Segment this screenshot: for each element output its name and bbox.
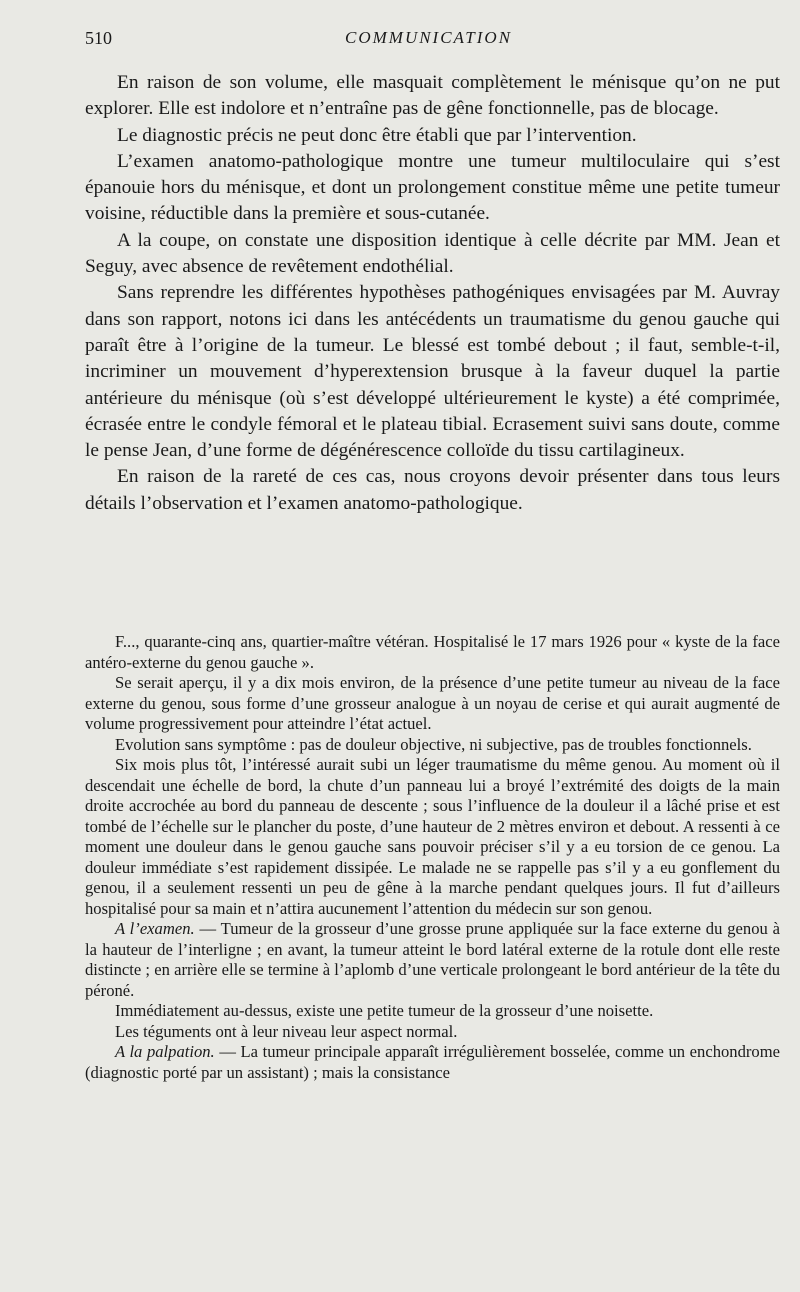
paragraph: En raison de la rareté de ces cas, nous croyons devoir présenter dans tous leurs détails l’observation et l’examen anatomo-pathologique. [85,466,780,514]
paragraph: A la coupe, on constate une disposition identique à celle décrite par MM. Jean et Seguy, avec absence de revêtement endothélial. [85,229,780,278]
page-number: 510 [85,28,112,48]
observation-section [85,632,780,1083]
section-label: A la palpation. [115,1042,215,1061]
observation-paragraph: Se serait aperçu, il y a dix mois environ, de la présence d’une petite tumeur au niveau de la face externe du genou, sous forme d’une grosseur analogue à un noyau de cerise et qui aurait augmenté de volume progressivement pour atteindre l’état actuel. [85,673,780,733]
running-title: COMMUNICATION [345,28,513,47]
observation-paragraph [85,1042,780,1083]
observation-paragraph: Six mois plus tôt, l’intéressé aurait subi un léger traumatisme du même genou. Au moment où il descendait une échelle de bord, la chute d’un panneau lui a broyé l’extrémité des doigts de la main droite accrochée au bord du panneau de descente ; sous l’influence de la douleur il a lâché prise et est tombé de l’échelle sur le plancher du poste, d’une hauteur de 2 mètres environ et debout. A ressenti à ce moment une douleur dans le genou gauche sans pouvoir préciser s’il y a eu torsion de ce genou. La douleur immédiate s’est rapidement dissipée. Le malade ne se rappelle pas s’il y a eu gonflement du genou, il a seulement ressenti un peu de gêne à la marche pendant quelques jours. Il fut d’ailleurs hospitalisé pour sa main et n’attira aucunement l’attention du médecin sur son genou. [85,755,780,918]
observation-text: — Tumeur de la grosseur d’une grosse prune appliquée sur la face externe du genou à la hauteur de l’interligne ; en avant, la tumeur atteint le bord latéral externe de la rotule dont elle reste distincte ; en arrière elle se termine à l’aplomb d’une verticale prolongeant le bord antérieur de la tête du péroné. [85,919,781,1000]
observation-paragraph: Evolution sans symptôme : pas de douleur objective, ni subjective, pas de troubles fonctionnels. [115,734,752,754]
paragraph: Le diagnostic précis ne peut donc être établi que par l’intervention. [117,124,637,146]
page-header [85,28,782,52]
paragraph: Sans reprendre les différentes hypothèses pathogéniques envisagées par M. Auvray dans son rapport, notons ici dans les antécédents un traumatisme du genou gauche qui paraît être à l’origine de la tumeur. Le blessé est tombé debout ; il faut, semble-t-il, incriminer un mouvement d’hyperextension brusque à la faveur duquel la partie antérieure du ménisque (où s’est développé ultérieurement le kyste) a été comprimée, écrasée entre le condyle fémoral et le plateau tibial. Ecrasement suivi sans doute, comme le pense Jean, d’une forme de dégénérescence colloïde du tissu cartilagineux. [85,282,780,462]
paragraph: L’examen anatomo-pathologique montre une tumeur multiloculaire qui s’est épanouie hors du ménisque, et dont un prolongement constitue même une petite tumeur voisine, réductible dans la première et sous-cutanée. [85,150,780,225]
section-label: A l’examen. [115,919,195,938]
paragraph: En raison de son volume, elle masquait complètement le ménisque qu’on ne put explorer. Elle est indolore et n’entraîne pas de gêne fonctionnelle, pas de blocage. [85,72,780,120]
observation-paragraph [85,919,780,1001]
observation-text: — La tumeur principale apparaît irrégulièrement bosselée, comme un enchondrome (diagnostic porté par un assistant) ; mais la consistance [85,1042,780,1082]
observation-paragraph: Les téguments ont à leur niveau leur aspect normal. [115,1021,458,1041]
main-text [85,70,780,517]
observation-paragraph: Immédiatement au-dessus, existe une petite tumeur de la grosseur d’une noisette. [115,1001,654,1020]
observation-paragraph: F..., quarante-cinq ans, quartier-maître vétéran. Hospitalisé le 17 mars 1926 pour « kyste de la face antéro-externe du genou gauche ». [85,632,780,672]
